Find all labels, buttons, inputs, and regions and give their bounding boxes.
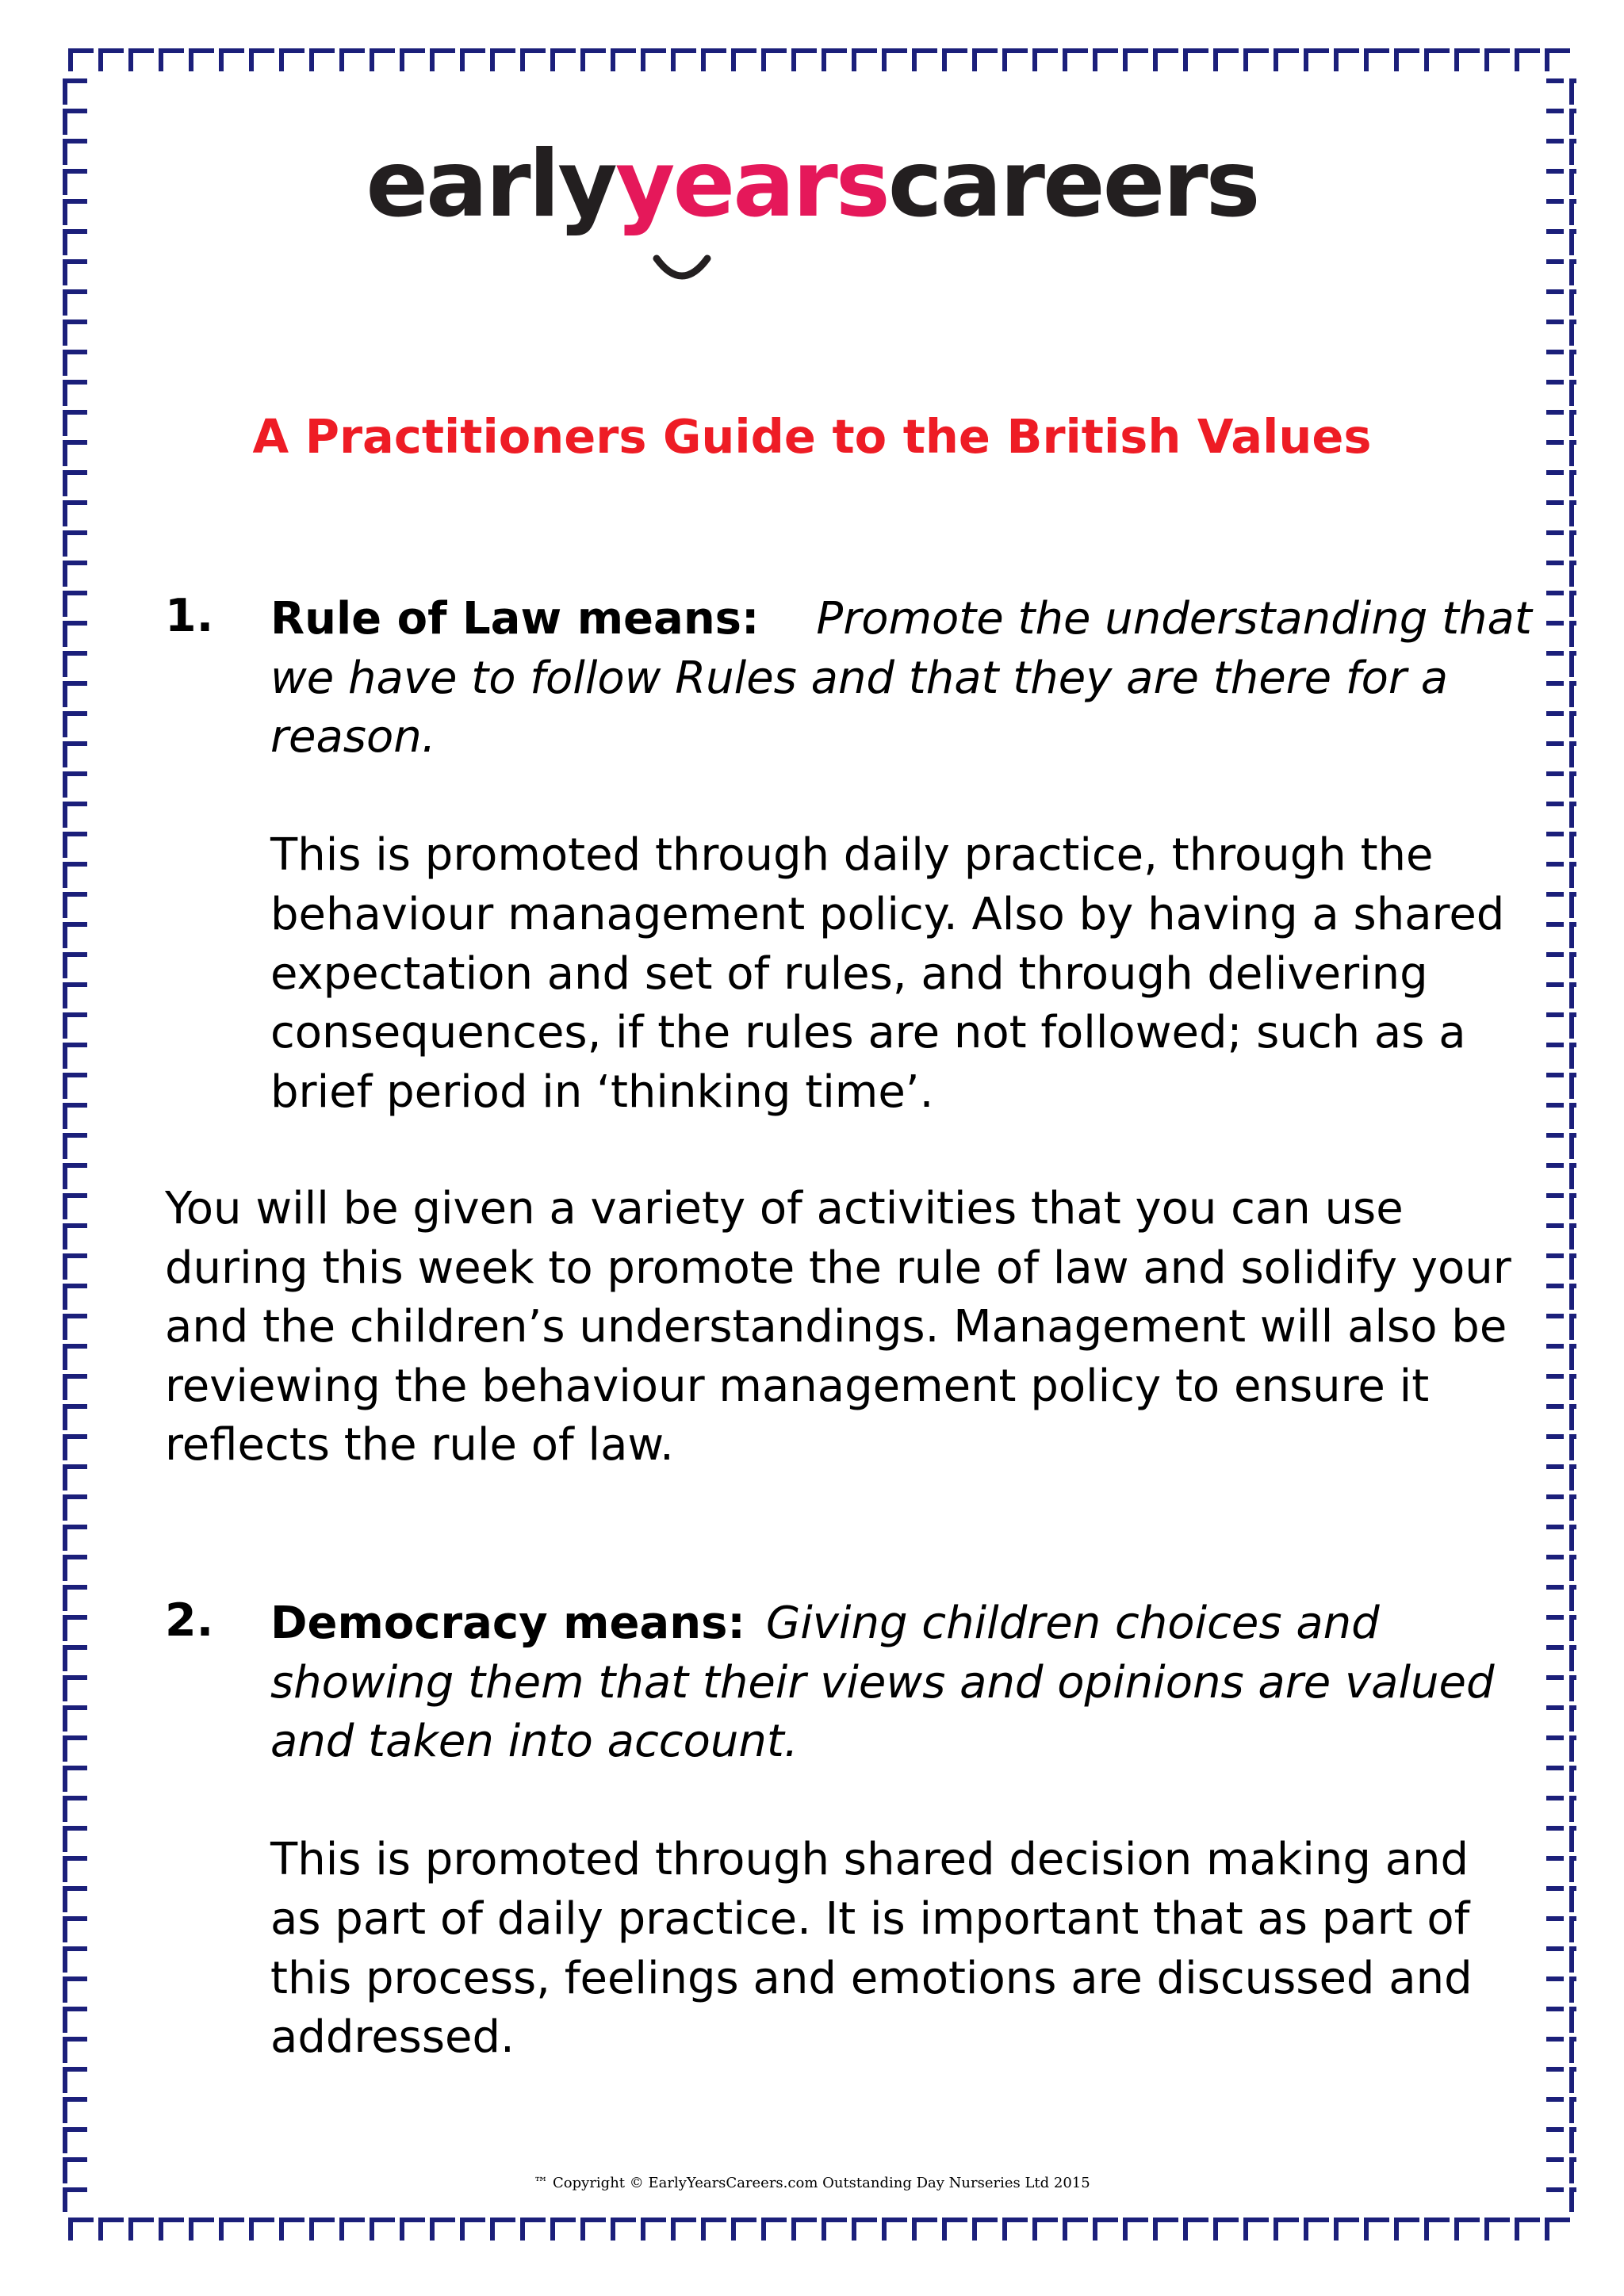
section-term: Democracy means:: [270, 1598, 745, 1649]
paragraph-line: during this week to promote the rule of law and solidify your: [165, 1242, 1511, 1294]
logo-word-years: years: [615, 131, 888, 238]
section-body-line: this process, feelings and emotions are discussed and: [270, 1952, 1473, 2004]
section-number: 2.: [165, 1594, 214, 1647]
activities-paragraph: [165, 1180, 1511, 1475]
section-definition-line: showing them that their views and opinions are valued: [270, 1656, 1495, 1709]
paragraph-line: and the children’s understandings. Management will also be: [165, 1301, 1507, 1353]
section-body-line: addressed.: [270, 2011, 515, 2064]
section-body-line: This is promoted through daily practice, through the: [270, 829, 1434, 882]
section-body-line: consequences, if the rules are not followed; such as a: [270, 1007, 1466, 1059]
logo-word-careers: careers: [887, 131, 1258, 238]
section-definition-line: reason.: [270, 711, 436, 763]
section-body-line: as part of daily practice. It is important that as part of: [270, 1892, 1470, 1945]
section-body-line: expectation and set of rules, and through delivering: [270, 947, 1428, 1000]
paragraph-line: reflects the rule of law.: [165, 1419, 674, 1471]
company-logo: [0, 131, 1624, 238]
section-definition-line: and taken into account.: [270, 1716, 799, 1768]
section-body-line: brief period in ‘thinking time’.: [270, 1066, 934, 1118]
section-definition-line: we have to follow Rules and that they are there for a: [270, 652, 1449, 704]
logo-word-early: early: [366, 131, 615, 238]
page-title: A Practitioners Guide to the British Values: [252, 409, 1372, 464]
section-body-line: behaviour management policy. Also by having a shared: [270, 888, 1505, 940]
copyright-notice: ™ Copyright © EarlyYearsCareers.com Outstanding Day Nurseries Ltd 2015: [534, 2175, 1090, 2191]
section-definition-line: Giving children choices and: [765, 1598, 1380, 1649]
section-body-line: This is promoted through shared decision making and: [270, 1834, 1469, 1886]
paragraph-line: reviewing the behaviour management policy to ensure it: [165, 1360, 1430, 1412]
paragraph-line: You will be given a variety of activities that you can use: [165, 1183, 1404, 1234]
section-number: 1.: [165, 590, 214, 642]
section-definition-line: Promote the understanding that: [816, 593, 1532, 645]
logo-smile-icon: [650, 252, 714, 292]
section-term: Rule of Law means:: [270, 593, 760, 645]
